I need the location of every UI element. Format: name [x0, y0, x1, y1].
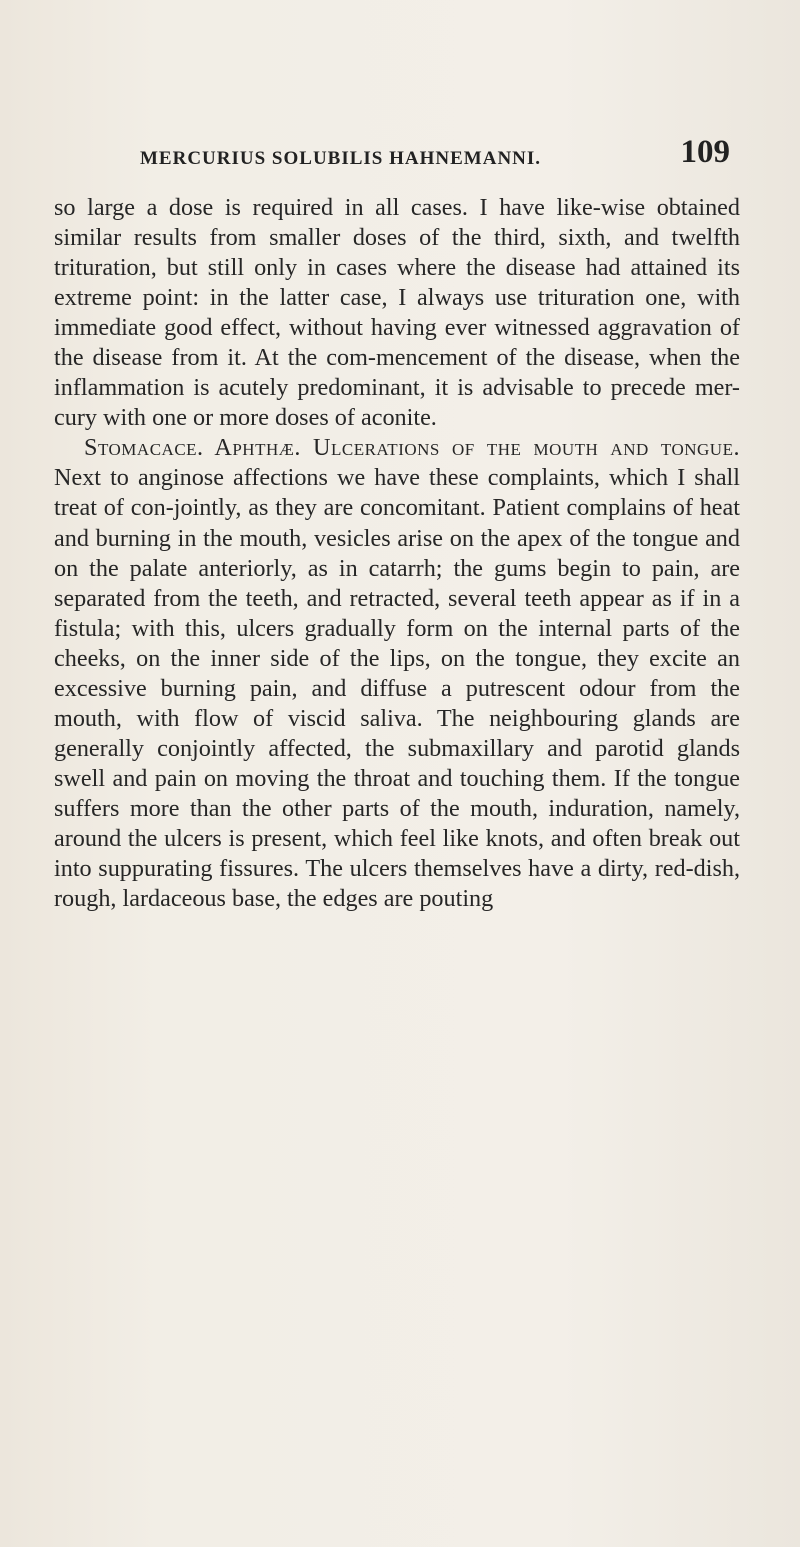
paragraph-2	[54, 433, 740, 914]
running-title: MERCURIUS SOLUBILIS HAHNEMANNI.	[140, 148, 542, 169]
body-text	[54, 193, 740, 914]
page-number: 109	[680, 134, 730, 170]
paragraph-1: so large a dose is required in all cases. I have like-wise obtained similar results from smaller doses of the third, sixth, and twelfth trituration, but still only in cases where the disease had attained its extreme point: in the latter case, I always use trituration one, with immediate good effect, without having ever witnessed aggravation of the disease from it. At the com-mencement of the disease, when the inflammation is acutely predominant, it is advisable to precede mer-cury with one or more doses of aconite.	[54, 194, 740, 432]
running-head	[140, 134, 730, 184]
paragraph-2-text: Next to anginose affections we have these complaints, which I shall treat of con-jointly, as they are concomitant. Patient complains of heat and burning in the mouth, vesicles arise on the apex of the tongue and on the palate anteriorly, as in catarrh; the gums begin to pain, are separated from the teeth, and retracted, several teeth appear as if in a fistula; with this, ulcers gradually form on the internal parts of the cheeks, on the inner side of the lips, on the tongue, they excite an excessive burning pain, and diffuse a putrescent odour from the mouth, with flow of viscid saliva. The neighbouring glands are generally conjointly affected, the submaxillary and parotid glands swell and pain on moving the throat and touching them. If the tongue suffers more than the other parts of the mouth, induration, namely, around the ulcers is present, which feel like knots, and often break out into suppurating fissures. The ulcers themselves have a dirty, red-dish, rough, lardaceous base, the edges are pouting	[54, 464, 740, 913]
section-heading: Stomacace. Aphthæ. Ulcerations of the mouth and tongue.	[84, 434, 740, 462]
